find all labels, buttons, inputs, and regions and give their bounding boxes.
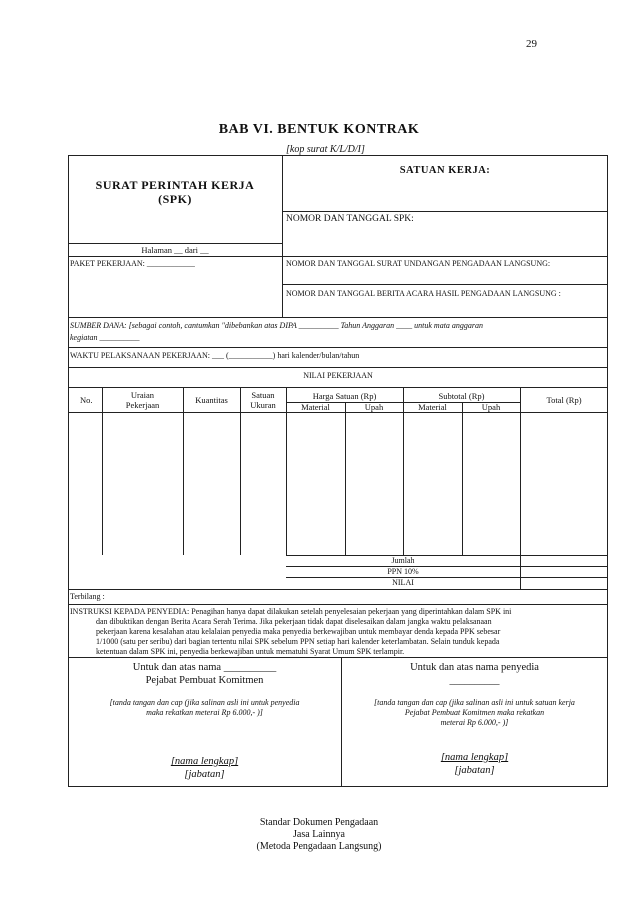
sign-left-line1: Untuk dan atas nama __________ (132, 662, 277, 673)
chapter-title: BAB VI. BENTUK KONTRAK (218, 122, 420, 137)
col-line (462, 402, 463, 555)
instruksi-line1: INSTRUKSI KEPADA PENYEDIA: Penagihan hanya dapat dilakukan setelah penyelesaian pekerjaan yang diperintahkan dalam SPK ini (70, 607, 512, 616)
sign-left-note1: [tanda tangan dan cap (jika salinan asli ini untuk penyedia (109, 698, 300, 707)
sign-left-name-text: [nama lengkap] (170, 756, 239, 767)
nomor-berita-acara-label: NOMOR DAN TANGGAL BERITA ACARA HASIL PENGADAAN LANGSUNG : (286, 289, 561, 298)
sign-right-name (341, 752, 608, 764)
row-line (68, 412, 608, 413)
col-line (345, 402, 346, 555)
row-line (68, 657, 608, 658)
divider (68, 256, 608, 257)
sign-right-position: [jabatan] (454, 765, 495, 776)
divider (282, 211, 608, 212)
divider (282, 155, 283, 317)
col-material-1: Material (301, 402, 330, 412)
sign-right-note3: meterai Rp 6.000,- )] (440, 718, 509, 727)
col-uraian: Uraian (130, 390, 155, 400)
satuan-kerja-label: SATUAN KERJA: (399, 165, 491, 176)
halaman: Halaman __ dari __ (141, 245, 209, 255)
spk-title-line2: (SPK) (158, 192, 192, 206)
sumber-dana-line2: kegiatan __________ (70, 333, 140, 342)
sign-left-name (68, 756, 341, 768)
col-upah-1: Upah (364, 402, 384, 412)
col-upah-2: Upah (481, 402, 501, 412)
sign-left-line2: Pejabat Pembuat Komitmen (145, 675, 264, 686)
nilai-label: NILAI (392, 578, 414, 587)
divider (68, 243, 282, 244)
nomor-undangan-label: NOMOR DAN TANGGAL SURAT UNDANGAN PENGADAAN LANGSUNG: (286, 259, 551, 268)
sign-left-position: [jabatan] (184, 769, 225, 780)
divider (68, 347, 608, 348)
col-line (520, 387, 521, 589)
footer-line1: Standar Dokumen Pengadaan (259, 817, 379, 828)
paket-pekerjaan-label: PAKET PEKERJAAN: ____________ (70, 259, 195, 268)
row-line (68, 589, 608, 590)
col-no: No. (80, 395, 93, 405)
footer-line2: Jasa Lainnya (293, 829, 345, 840)
col-harga-satuan: Harga Satuan (Rp) (312, 391, 377, 401)
footer-line3: (Metoda Pengadaan Langsung) (256, 841, 382, 852)
col-subtotal: Subtotal (Rp) (438, 391, 485, 401)
instruksi-line5: ketentuan dalam SPK ini, penyedia berkewajiban untuk mematuhi Syarat Umum SPK terlampir. (96, 647, 405, 656)
nomor-tanggal-spk-label: NOMOR DAN TANGGAL SPK: (286, 214, 414, 224)
instruksi-line4: 1/1000 (satu per seribu) dari bagian tertentu nilai SPK sebelum PPN setiap hari kalender keterlambatan. Selain tunduk kepada (96, 637, 500, 646)
waktu-pelaksanaan-label: WAKTU PELAKSANAAN PEKERJAAN: ___ (___________) hari kalender/bulan/tahun (70, 351, 360, 360)
instruksi-line2: dan dibuktikan dengan Berita Acara Serah Terima. Jika pekerjaan tidak dapat diselesaikan dalam jangka waktu pelaksanaan (96, 617, 492, 626)
divider (68, 317, 608, 318)
sumber-dana-line1: SUMBER DANA: [sebagai contoh, cantumkan "dibebankan atas DIPA __________ Tahun Anggaran ____ untuk mata anggaran (70, 321, 484, 330)
row-line (68, 604, 608, 605)
nilai-pekerjaan-label: NILAI PEKERJAAN (303, 371, 373, 380)
divider (282, 284, 608, 285)
sign-left-note2: maka rekatkan meterai Rp 6.000,- )] (146, 708, 263, 717)
sign-right-note1: [tanda tangan dan cap (jika salinan asli ini untuk satuan kerja (374, 698, 575, 707)
col-total: Total (Rp) (546, 395, 582, 405)
divider (68, 387, 608, 388)
col-satuan: Satuan (251, 390, 275, 400)
kop-surat: [kop surat K/L/D/I] (286, 144, 365, 155)
col-satuan-2: Ukuran (250, 400, 276, 410)
jumlah-label: Jumlah (391, 556, 415, 565)
col-material-2: Material (418, 402, 447, 412)
terbilang-label: Terbilang : (70, 592, 105, 601)
ppn-label: PPN 10% (387, 567, 419, 576)
col-kuantitas: Kuantitas (195, 395, 228, 405)
sign-right-name-text: [nama lengkap] (440, 752, 509, 763)
col-uraian-2: Pekerjaan (125, 400, 160, 410)
sign-right-note2: Pejabat Pembuat Komitmen maka rekatkan (404, 708, 545, 717)
divider (68, 367, 608, 368)
sign-right-line1: Untuk dan atas nama penyedia (410, 662, 539, 673)
sign-right-line2: __________ (449, 675, 500, 686)
spk-title-line1: SURAT PERINTAH KERJA (95, 178, 255, 192)
instruksi-line3: pekerjaan karena kesalahan atau kelalaian penyedia maka penyedia berkewajiban untuk membayar denda kepada PPK sebesar (96, 627, 501, 636)
page-number: 29 (526, 38, 537, 50)
